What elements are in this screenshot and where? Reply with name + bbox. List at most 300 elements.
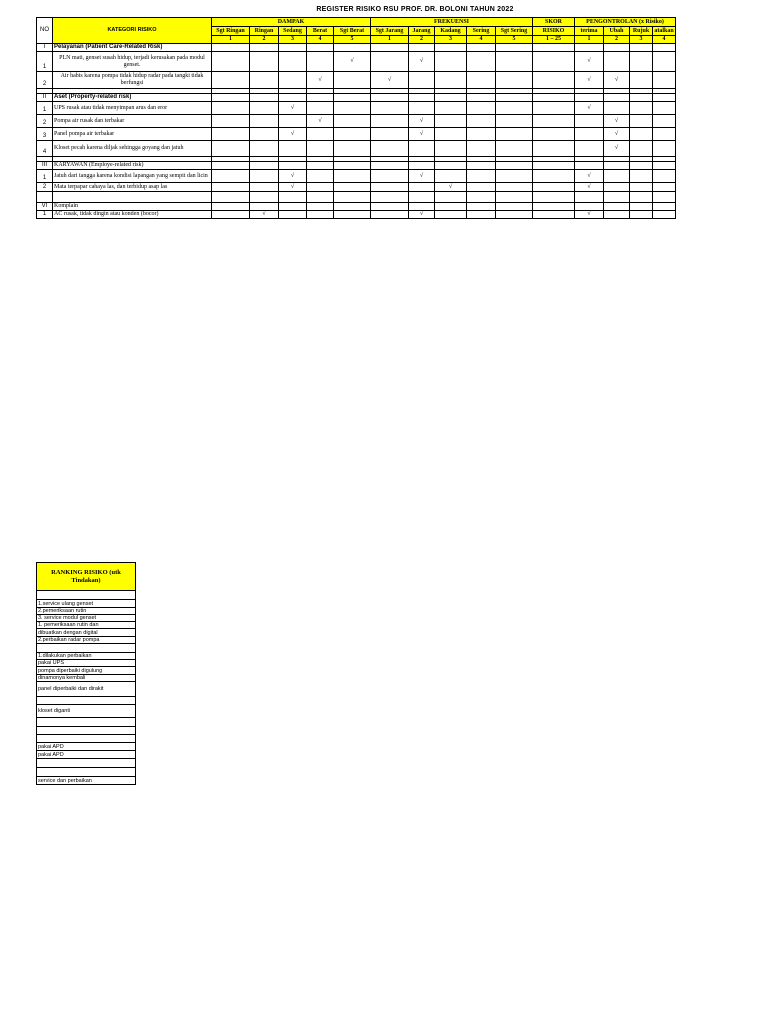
pengontrolan-cell [630, 44, 653, 52]
header-frekuensi-num: 4 [467, 36, 496, 44]
risk-register-table [36, 17, 676, 219]
risk-description: Air habis karena pompa tidak hidup radar pada tangki tidak berfungsi [53, 72, 212, 89]
frekuensi-cell [467, 141, 496, 157]
ranking-item: dibuatkan dengan digital [37, 629, 136, 637]
frekuensi-cell [496, 128, 533, 141]
frekuensi-cell [409, 72, 435, 89]
dampak-cell [334, 203, 371, 211]
dampak-cell [250, 162, 279, 170]
frekuensi-cell [496, 183, 533, 192]
skor-cell [533, 183, 575, 192]
pengontrolan-cell [630, 102, 653, 115]
dampak-cell [250, 52, 279, 72]
row-number: 4 [37, 141, 53, 157]
dampak-cell [250, 203, 279, 211]
risk-description: Panel pompa air terbakar [53, 128, 212, 141]
dampak-cell [307, 52, 334, 72]
ranking-item: 2.perbaikan radar pompa [37, 637, 136, 644]
ranking-row [37, 727, 136, 735]
pengontrolan-cell [653, 102, 676, 115]
dampak-cell [212, 102, 250, 115]
frekuensi-cell [496, 170, 533, 183]
dampak-cell [334, 170, 371, 183]
dampak-cell: √ [279, 170, 307, 183]
pengontrolan-cell [604, 203, 630, 211]
frekuensi-cell [496, 44, 533, 52]
dampak-cell [250, 170, 279, 183]
row-number: 1 [37, 211, 53, 219]
header-frekuensi-num: 5 [496, 36, 533, 44]
frekuensi-cell [467, 162, 496, 170]
row-number [37, 192, 53, 203]
frekuensi-cell [435, 211, 467, 219]
frekuensi-cell [467, 102, 496, 115]
dampak-cell [279, 115, 307, 128]
ranking-row [37, 637, 136, 644]
pengontrolan-cell [630, 141, 653, 157]
frekuensi-cell [371, 94, 409, 102]
header-frekuensi-col: Sgt Sering [496, 27, 533, 36]
ranking-item: 2.pemeriksaan rutin [37, 608, 136, 615]
pengontrolan-cell [630, 162, 653, 170]
pengontrolan-cell: √ [575, 211, 604, 219]
header-dampak-num: 3 [279, 36, 307, 44]
frekuensi-cell [467, 170, 496, 183]
ranking-item [37, 768, 136, 777]
pengontrolan-cell: √ [575, 102, 604, 115]
frekuensi-cell [496, 162, 533, 170]
frekuensi-cell [435, 102, 467, 115]
ranking-item: dinamonya kembali [37, 675, 136, 682]
header-dampak-num: 5 [334, 36, 371, 44]
pengontrolan-cell [630, 72, 653, 89]
dampak-cell [334, 211, 371, 219]
dampak-cell [307, 94, 334, 102]
pengontrolan-cell [575, 44, 604, 52]
dampak-cell [307, 162, 334, 170]
dampak-cell [279, 211, 307, 219]
dampak-cell [334, 94, 371, 102]
section-heading: KARYAWAN (Employe-related risk) [53, 162, 212, 170]
pengontrolan-cell [630, 211, 653, 219]
dampak-cell: √ [279, 102, 307, 115]
row-number: III [37, 162, 53, 170]
ranking-item: 1. pemeriksaan rutin dan [37, 622, 136, 629]
frekuensi-cell [467, 128, 496, 141]
header-dampak-col: Sgt Ringan [212, 27, 250, 36]
frekuensi-cell [435, 115, 467, 128]
ranking-row [37, 608, 136, 615]
dampak-cell [212, 211, 250, 219]
frekuensi-cell: √ [409, 211, 435, 219]
frekuensi-cell [496, 52, 533, 72]
pengontrolan-cell [604, 192, 630, 203]
header-dampak-col: Sedang [279, 27, 307, 36]
frekuensi-cell [496, 72, 533, 89]
ranking-row [37, 667, 136, 675]
frekuensi-cell [435, 141, 467, 157]
risk-description: Pompa air rusak dan terbakar [53, 115, 212, 128]
frekuensi-cell [496, 211, 533, 219]
header-skor-sub: RISIKO [533, 27, 575, 36]
ranking-item: pakai APD [37, 743, 136, 751]
frekuensi-cell [467, 211, 496, 219]
frekuensi-cell [371, 203, 409, 211]
frekuensi-cell [435, 44, 467, 52]
frekuensi-cell [435, 128, 467, 141]
frekuensi-cell [409, 102, 435, 115]
ranking-item: pakai UPS [37, 660, 136, 667]
header-frekuensi: FREKUENSI [371, 18, 533, 27]
pengontrolan-cell [575, 192, 604, 203]
table-row [37, 141, 676, 157]
header-dampak-col: Berat [307, 27, 334, 36]
skor-cell [533, 192, 575, 203]
pengontrolan-cell [630, 94, 653, 102]
dampak-cell: √ [279, 183, 307, 192]
ranking-row [37, 660, 136, 667]
skor-cell [533, 94, 575, 102]
dampak-cell: √ [307, 115, 334, 128]
ranking-row [37, 777, 136, 785]
header-dampak-col: Sgt Berat [334, 27, 371, 36]
dampak-cell [307, 170, 334, 183]
ranking-row [37, 675, 136, 682]
dampak-cell [334, 115, 371, 128]
dampak-cell [334, 183, 371, 192]
dampak-cell [307, 183, 334, 192]
frekuensi-cell [496, 94, 533, 102]
frekuensi-cell [467, 183, 496, 192]
risk-description: Mata terpapar cahaya las, dan terbidup asap las [53, 183, 212, 192]
header-dampak-col: Ringan [250, 27, 279, 36]
frekuensi-cell [371, 141, 409, 157]
pengontrolan-cell [575, 94, 604, 102]
ranking-item [37, 759, 136, 768]
risk-register-body [37, 44, 676, 219]
section-heading: Aset (Property-related risk) [53, 94, 212, 102]
dampak-cell [250, 141, 279, 157]
pengontrolan-cell [653, 183, 676, 192]
ranking-row [37, 751, 136, 759]
row-number: I [37, 44, 53, 52]
dampak-cell: √ [307, 72, 334, 89]
ranking-item [37, 644, 136, 653]
frekuensi-cell: √ [409, 52, 435, 72]
page-title: REGISTER RISIKO RSU PROF. DR. BOLONI TAHUN 2022 [316, 6, 514, 13]
pengontrolan-cell [653, 52, 676, 72]
frekuensi-cell: √ [435, 183, 467, 192]
table-row [37, 162, 676, 170]
pengontrolan-cell [604, 211, 630, 219]
frekuensi-cell [467, 52, 496, 72]
row-number: 2 [37, 115, 53, 128]
dampak-cell [212, 94, 250, 102]
dampak-cell [250, 102, 279, 115]
risk-description: Jatuh dari tangga karena kondisi lapangan yang sempit dan licin [53, 170, 212, 183]
ranking-row [37, 768, 136, 777]
ranking-row [37, 644, 136, 653]
ranking-row [37, 615, 136, 622]
table-row [37, 183, 676, 192]
pengontrolan-cell [604, 44, 630, 52]
ranking-row [37, 600, 136, 608]
skor-cell [533, 102, 575, 115]
pengontrolan-cell [575, 203, 604, 211]
ranking-table [36, 562, 136, 785]
dampak-cell [212, 72, 250, 89]
skor-cell [533, 211, 575, 219]
frekuensi-cell [467, 94, 496, 102]
ranking-item: pakai APD [37, 751, 136, 759]
skor-cell [533, 170, 575, 183]
table-row [37, 94, 676, 102]
header-frekuensi-col: Kadang [435, 27, 467, 36]
dampak-cell [307, 211, 334, 219]
frekuensi-cell [371, 192, 409, 203]
risk-description: AC rusak, tidak dingin atau konden (bocor) [53, 211, 212, 219]
frekuensi-cell [467, 72, 496, 89]
ranking-item [37, 591, 136, 600]
ranking-row [37, 718, 136, 727]
dampak-cell [250, 44, 279, 52]
dampak-cell [334, 44, 371, 52]
row-number: 1 [37, 52, 53, 72]
dampak-cell [334, 141, 371, 157]
pengontrolan-cell [653, 162, 676, 170]
frekuensi-cell [371, 128, 409, 141]
ranking-row [37, 743, 136, 751]
table-row [37, 72, 676, 89]
pengontrolan-cell: √ [604, 72, 630, 89]
frekuensi-cell [371, 183, 409, 192]
ranking-row [37, 735, 136, 743]
pengontrolan-cell: √ [604, 141, 630, 157]
frekuensi-cell: √ [409, 128, 435, 141]
header-kontrol-num: 4 [653, 36, 676, 44]
pengontrolan-cell: √ [604, 128, 630, 141]
frekuensi-cell [435, 162, 467, 170]
frekuensi-cell [467, 115, 496, 128]
header-kategori: KATEGORI RISIKO [53, 18, 212, 44]
dampak-cell [212, 44, 250, 52]
ranking-title: RANKING RISIKO (utk Tindakan) [37, 563, 136, 591]
pengontrolan-cell [653, 115, 676, 128]
ranking-row [37, 629, 136, 637]
pengontrolan-cell [604, 94, 630, 102]
ranking-row [37, 759, 136, 768]
dampak-cell [212, 170, 250, 183]
risk-description: Kloset pecah karena diljak sehingga goyang dan jatuh [53, 141, 212, 157]
pengontrolan-cell [575, 128, 604, 141]
frekuensi-cell [371, 162, 409, 170]
pengontrolan-cell [630, 128, 653, 141]
pengontrolan-cell: √ [575, 72, 604, 89]
dampak-cell [279, 203, 307, 211]
skor-cell [533, 44, 575, 52]
skor-cell [533, 52, 575, 72]
ranking-item [37, 718, 136, 727]
pengontrolan-cell [653, 44, 676, 52]
pengontrolan-cell [604, 102, 630, 115]
table-row [37, 52, 676, 72]
frekuensi-cell [467, 44, 496, 52]
ranking-row [37, 682, 136, 697]
frekuensi-cell [435, 72, 467, 89]
header-dampak-num: 2 [250, 36, 279, 44]
dampak-cell [307, 128, 334, 141]
skor-cell [533, 72, 575, 89]
pengontrolan-cell [653, 141, 676, 157]
pengontrolan-cell: √ [575, 52, 604, 72]
header-frekuensi-col: Sgt Jarang [371, 27, 409, 36]
frekuensi-cell: √ [371, 72, 409, 89]
ranking-row [37, 705, 136, 718]
table-row [37, 211, 676, 219]
header-kontrol-num: 1 [575, 36, 604, 44]
row-number: 2 [37, 72, 53, 89]
pengontrolan-cell [575, 141, 604, 157]
dampak-cell [212, 192, 250, 203]
frekuensi-cell [409, 203, 435, 211]
frekuensi-cell [435, 94, 467, 102]
dampak-cell [212, 128, 250, 141]
pengontrolan-cell [653, 211, 676, 219]
pengontrolan-cell [630, 192, 653, 203]
dampak-cell [307, 192, 334, 203]
dampak-cell: √ [279, 128, 307, 141]
pengontrolan-cell: √ [604, 115, 630, 128]
dampak-cell [307, 141, 334, 157]
dampak-cell [279, 52, 307, 72]
dampak-cell [334, 102, 371, 115]
dampak-cell [279, 141, 307, 157]
frekuensi-cell [371, 115, 409, 128]
ranking-item: 3. service modul genset [37, 615, 136, 622]
header-frekuensi-num: 3 [435, 36, 467, 44]
pengontrolan-cell [604, 162, 630, 170]
frekuensi-cell [435, 192, 467, 203]
header-dampak: DAMPAK [212, 18, 371, 27]
skor-cell [533, 128, 575, 141]
frekuensi-cell [409, 162, 435, 170]
frekuensi-cell [409, 141, 435, 157]
dampak-cell [212, 203, 250, 211]
ranking-row [37, 622, 136, 629]
dampak-cell [212, 141, 250, 157]
frekuensi-cell [496, 102, 533, 115]
pengontrolan-cell [575, 162, 604, 170]
pengontrolan-cell [653, 170, 676, 183]
frekuensi-cell [371, 52, 409, 72]
table-row [37, 115, 676, 128]
pengontrolan-cell [630, 115, 653, 128]
header-skor: SKOR [533, 18, 575, 27]
header-kontrol-col: Ubah [604, 27, 630, 36]
risk-description: PLN mati, genset susah hidup, terjadi kerusakan pada modul genset. [53, 52, 212, 72]
dampak-cell [250, 115, 279, 128]
header-kontrol-col: terima [575, 27, 604, 36]
frekuensi-cell [409, 94, 435, 102]
section-heading: Komplain [53, 203, 212, 211]
pengontrolan-cell [630, 170, 653, 183]
ranking-item [37, 735, 136, 743]
header-frekuensi-col: Sering [467, 27, 496, 36]
table-row [37, 128, 676, 141]
dampak-cell [250, 94, 279, 102]
pengontrolan-cell [653, 203, 676, 211]
header-kontrol-num: 2 [604, 36, 630, 44]
dampak-cell [212, 52, 250, 72]
skor-cell [533, 115, 575, 128]
frekuensi-cell [496, 192, 533, 203]
pengontrolan-cell [604, 170, 630, 183]
table-row [37, 192, 676, 203]
header-no: NO [37, 18, 53, 44]
row-number: 1 [37, 102, 53, 115]
dampak-cell [307, 203, 334, 211]
pengontrolan-cell: √ [575, 183, 604, 192]
section-heading: Pelayanan (Patient Care-Related Risk) [53, 44, 212, 52]
dampak-cell [250, 128, 279, 141]
table-row [37, 44, 676, 52]
dampak-cell: √ [250, 211, 279, 219]
row-number: 3 [37, 128, 53, 141]
frekuensi-cell [467, 203, 496, 211]
table-row [37, 170, 676, 183]
table-row [37, 203, 676, 211]
dampak-cell [334, 72, 371, 89]
dampak-cell [334, 128, 371, 141]
header-frekuensi-num: 1 [371, 36, 409, 44]
dampak-cell [250, 72, 279, 89]
frekuensi-cell [467, 192, 496, 203]
frekuensi-cell: √ [409, 170, 435, 183]
dampak-cell [279, 94, 307, 102]
frekuensi-cell [409, 44, 435, 52]
dampak-cell [212, 115, 250, 128]
header-kontrol-num: 3 [630, 36, 653, 44]
ranking-row [37, 591, 136, 600]
dampak-cell: √ [334, 52, 371, 72]
dampak-cell [334, 162, 371, 170]
frekuensi-cell: √ [409, 115, 435, 128]
dampak-cell [334, 192, 371, 203]
table-row [37, 102, 676, 115]
risk-description: UPS rusak atau tidak menyimpan arus dan eror [53, 102, 212, 115]
dampak-cell [250, 192, 279, 203]
pengontrolan-cell [653, 192, 676, 203]
frekuensi-cell [409, 183, 435, 192]
dampak-cell [279, 72, 307, 89]
frekuensi-cell [496, 203, 533, 211]
frekuensi-cell [371, 211, 409, 219]
frekuensi-cell [409, 192, 435, 203]
ranking-item: service dan perbaikan [37, 777, 136, 785]
frekuensi-cell [435, 170, 467, 183]
header-dampak-num: 4 [307, 36, 334, 44]
dampak-cell [212, 162, 250, 170]
dampak-cell [279, 44, 307, 52]
header-dampak-num: 1 [212, 36, 250, 44]
frekuensi-cell [371, 102, 409, 115]
ranking-item: kloset diganti [37, 705, 136, 718]
header-kontrol-col: atalkan [654, 27, 674, 34]
frekuensi-cell [435, 52, 467, 72]
dampak-cell [279, 192, 307, 203]
ranking-item: pompa diperbaiki digulung [37, 667, 136, 675]
frekuensi-cell [496, 115, 533, 128]
